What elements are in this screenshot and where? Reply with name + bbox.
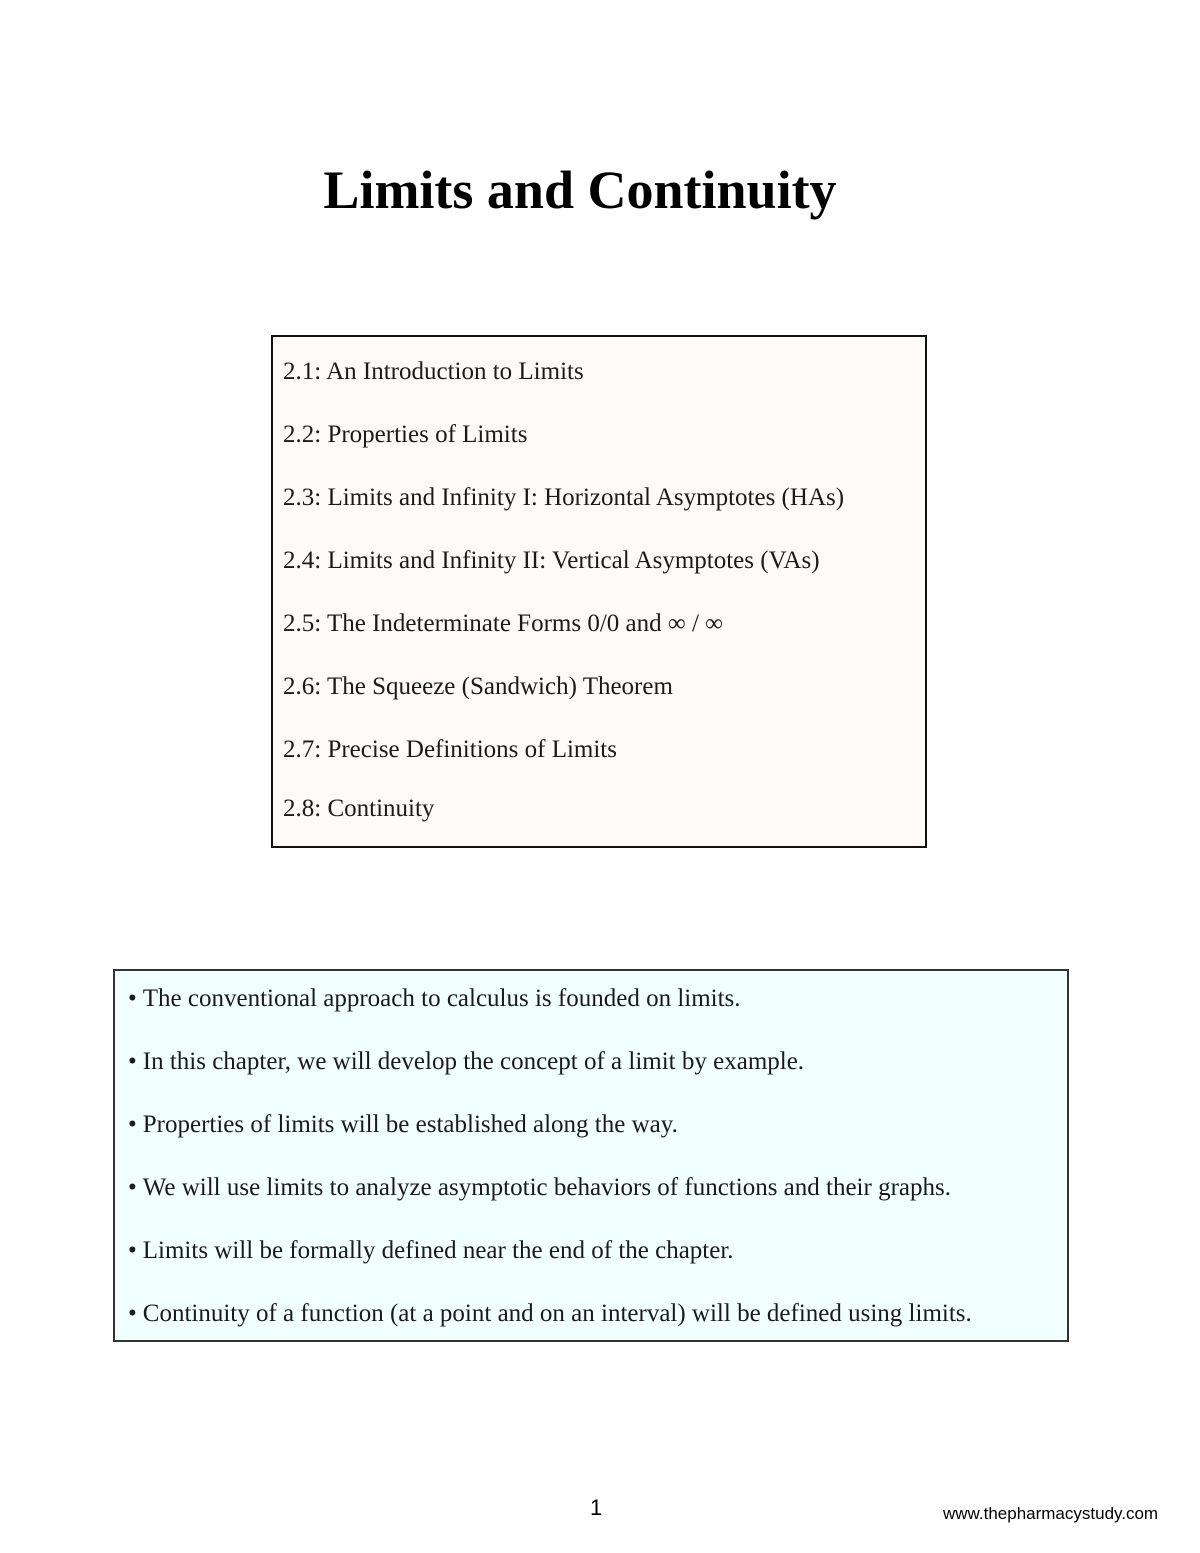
footer-url[interactable]: www.thepharmacystudy.com bbox=[943, 1504, 1159, 1523]
page-number: 1 bbox=[590, 1495, 603, 1520]
toc-item-2-6: 2.6: The Squeeze (Sandwich) Theorem bbox=[283, 673, 673, 700]
table-of-contents bbox=[271, 335, 927, 848]
bullet-symbol: • bbox=[128, 1174, 137, 1201]
bullet-symbol: • bbox=[128, 985, 137, 1012]
overview-bullet bbox=[128, 1047, 804, 1077]
toc-item-2-3: 2.3: Limits and Infinity I: Horizontal Asymptotes (HAs) bbox=[283, 484, 845, 511]
overview-bullet-text: Continuity of a function (at a point and on an interval) will be defined using limits. bbox=[142, 1300, 972, 1327]
toc-item-2-4: 2.4: Limits and Infinity II: Vertical Asymptotes (VAs) bbox=[283, 547, 820, 574]
overview-bullet-text: Limits will be formally defined near the end of the chapter. bbox=[142, 1237, 734, 1264]
overview-bullet bbox=[128, 1299, 972, 1329]
overview-bullet bbox=[128, 984, 741, 1014]
overview-bullet-text: The conventional approach to calculus is founded on limits. bbox=[142, 985, 741, 1012]
toc-item-2-2: 2.2: Properties of Limits bbox=[283, 421, 528, 448]
overview-bullet bbox=[128, 1110, 678, 1140]
toc-item-2-7: 2.7: Precise Definitions of Limits bbox=[283, 736, 617, 763]
bullet-symbol: • bbox=[128, 1237, 137, 1264]
overview-bullet bbox=[128, 1173, 951, 1203]
overview-bullet bbox=[128, 1236, 734, 1266]
toc-item-2-5: 2.5: The Indeterminate Forms 0/0 and ∞ / ∞ bbox=[283, 610, 723, 637]
toc-item-2-8: 2.8: Continuity bbox=[283, 795, 435, 822]
overview-bullet-text: In this chapter, we will develop the concept of a limit by example. bbox=[142, 1048, 805, 1075]
bullet-symbol: • bbox=[128, 1048, 137, 1075]
overview-bullet-text: Properties of limits will be established along the way. bbox=[142, 1111, 678, 1138]
bullet-symbol: • bbox=[128, 1111, 137, 1138]
chapter-overview-box bbox=[113, 969, 1069, 1342]
page-title: Limits and Continuity bbox=[323, 160, 837, 220]
toc-item-2-1: 2.1: An Introduction to Limits bbox=[283, 358, 584, 385]
bullet-symbol: • bbox=[128, 1300, 137, 1327]
overview-bullet-text: We will use limits to analyze asymptotic behaviors of functions and their graphs. bbox=[142, 1174, 951, 1201]
